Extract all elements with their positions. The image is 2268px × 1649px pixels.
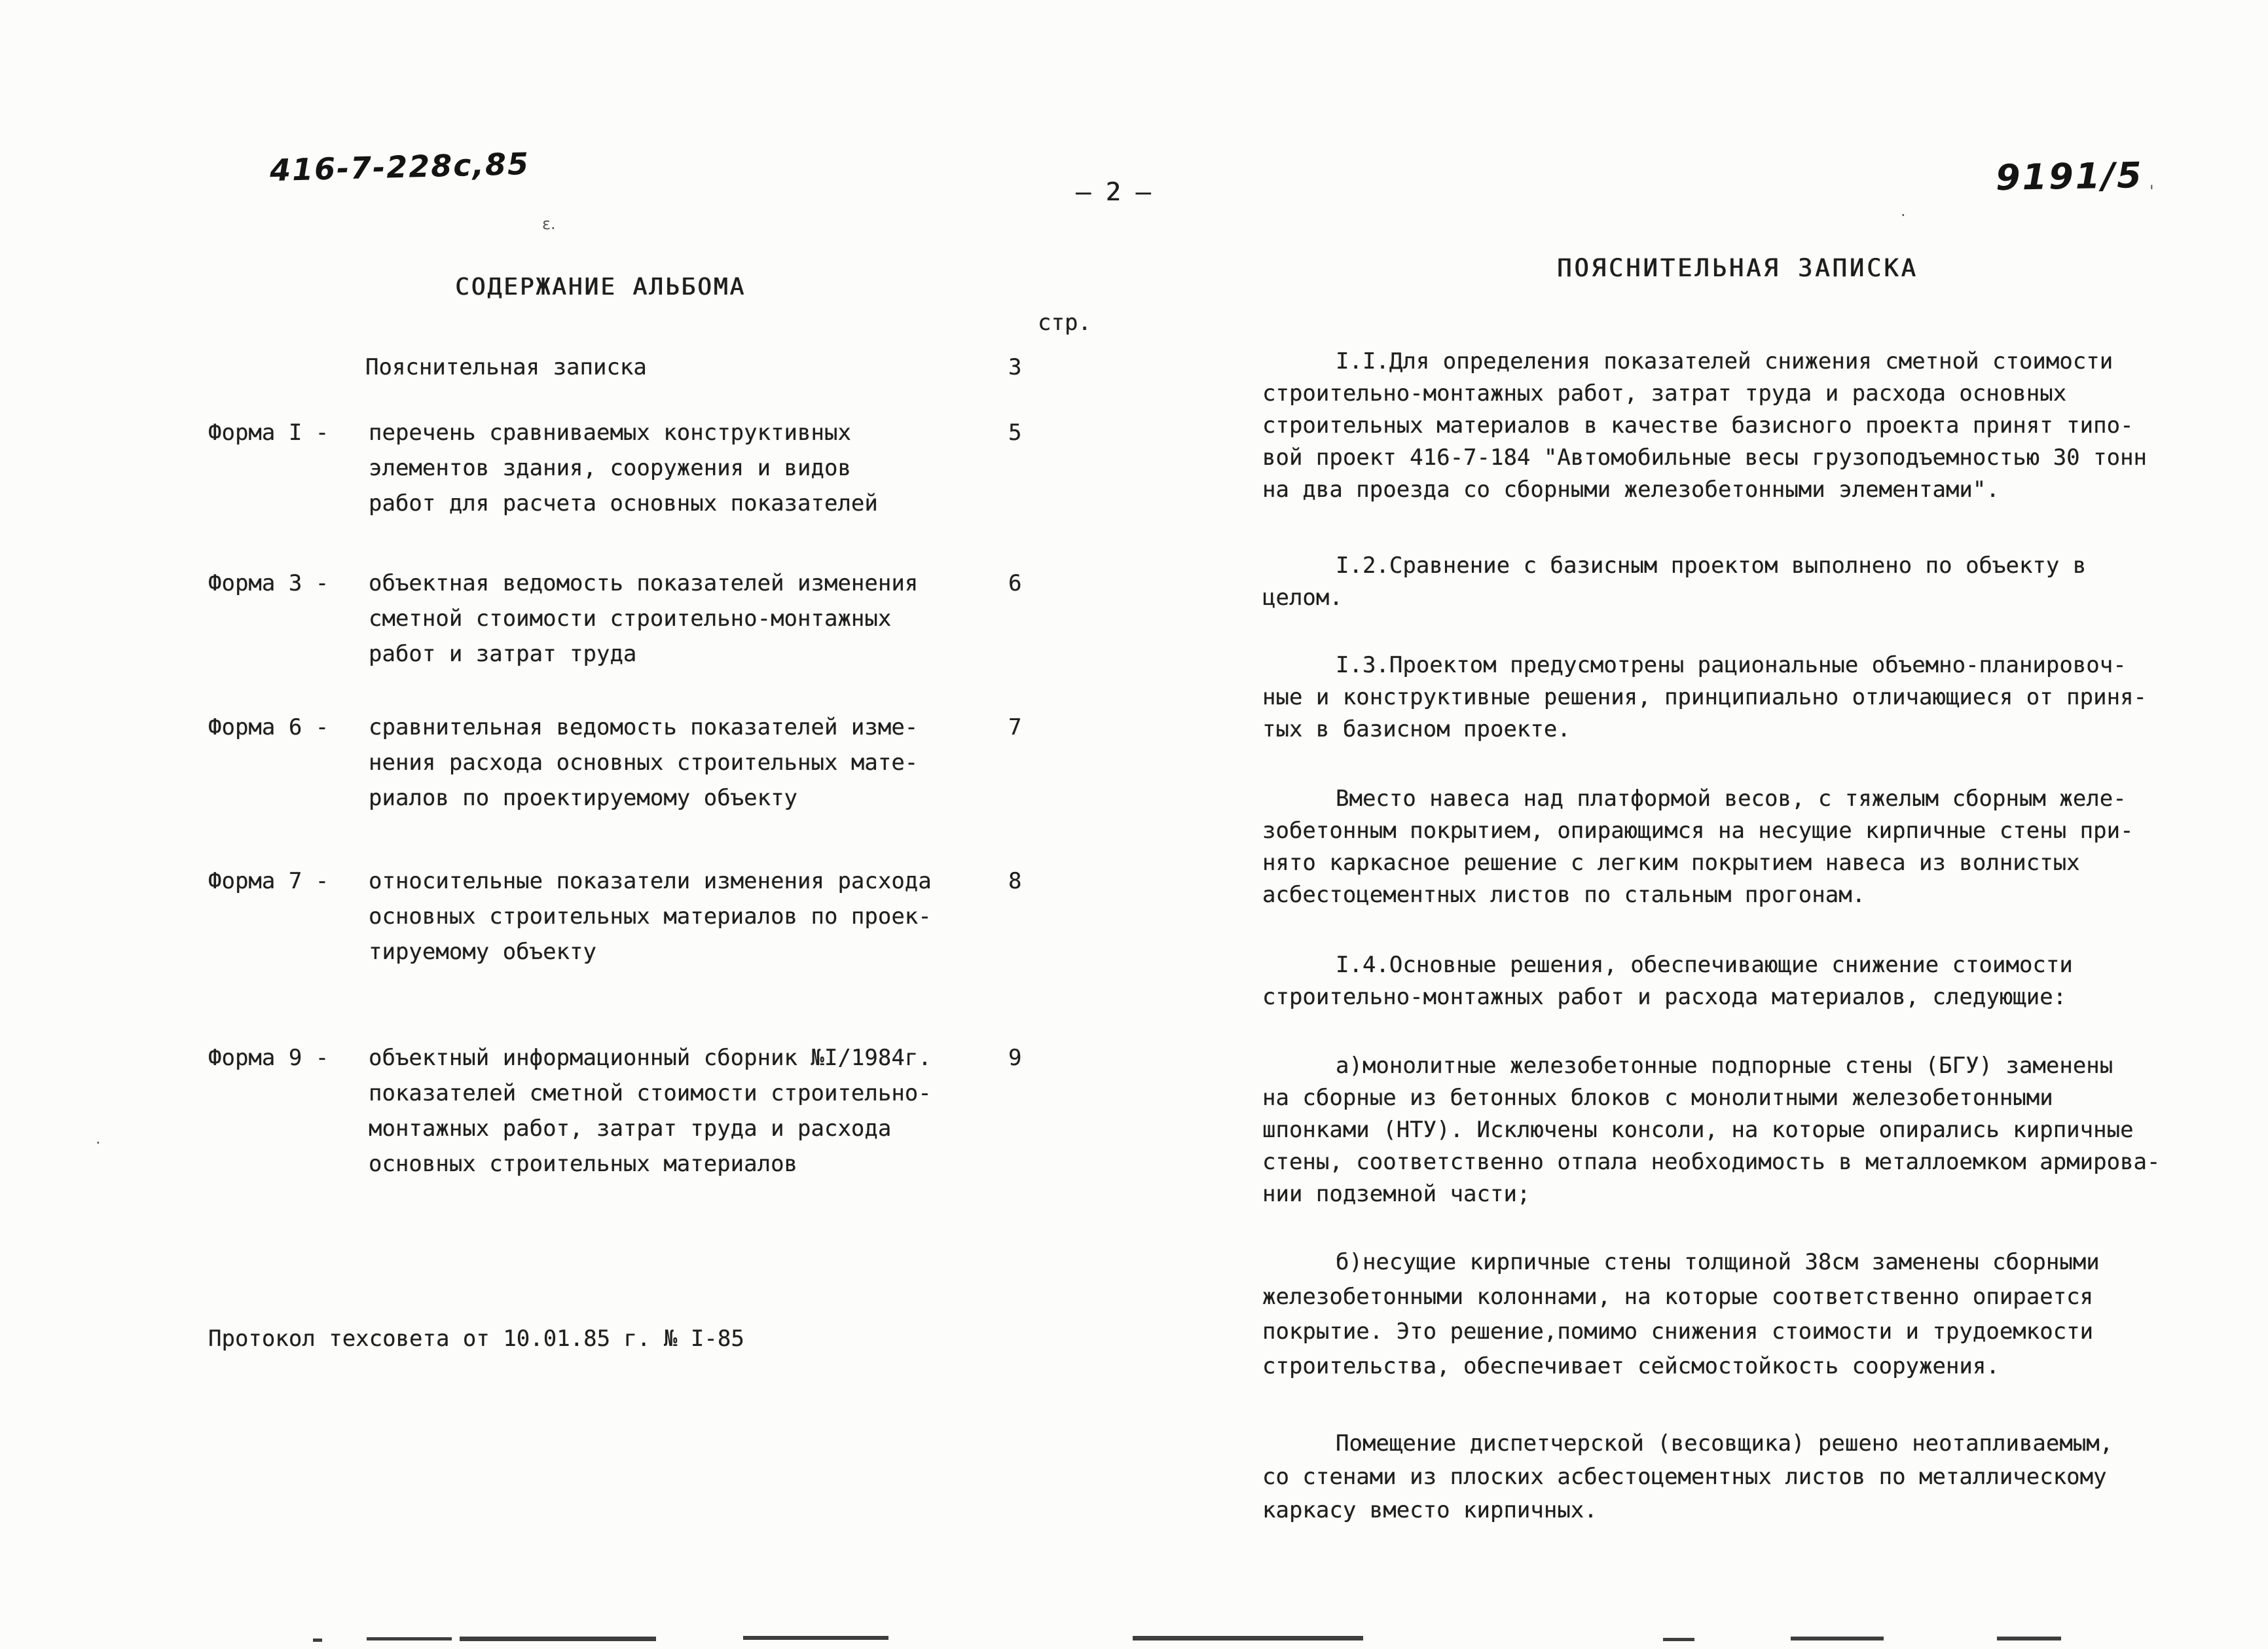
handwritten-archive-number: 9191/5 bbox=[1995, 154, 2144, 198]
paragraph-dispatcher-room: Помещение диспетчерской (весовщика) решено неотапливаемым, со стенами из плоских асбестоцементных листов по металлическому каркасу вместо кирпичных. bbox=[1262, 1430, 2113, 1523]
toc-entry-text: объектная ведомость показателей изменения сметной стоимости строительно-монтажных работ и затрат труда bbox=[369, 570, 919, 667]
page-number: — 2 — bbox=[1076, 177, 1151, 206]
handwritten-project-code: 416-7-228с,85 bbox=[269, 145, 530, 189]
paragraph-1-4: I.4.Основные решения, обеспечивающие снижение стоимости строительно-монтажных работ и расхода материалов, следующие: bbox=[1262, 952, 2073, 1010]
toc-entry-page: 9 bbox=[1008, 1045, 1022, 1071]
scan-artifact-dash bbox=[1791, 1637, 1884, 1640]
toc-entry-label: Форма I - bbox=[208, 420, 329, 446]
paragraph-1-2: I.2.Сравнение с базисным проектом выполнено по объекту в целом. bbox=[1262, 553, 2087, 611]
toc-entry-page: 7 bbox=[1008, 714, 1022, 740]
tech-council-protocol-note: Протокол техсовета от 10.01.85 г. № I-85 bbox=[208, 1326, 744, 1352]
scan-speck: . bbox=[1901, 202, 1906, 220]
scan-artifact-dash bbox=[367, 1637, 452, 1640]
toc-entry-page: 8 bbox=[1008, 868, 1022, 894]
toc-entry-text: сравнительная ведомость показателей изме- нения расхода основных строительных мате- риалов по проектируемому объекту bbox=[369, 714, 919, 811]
explanatory-note-title: ПОЯСНИТЕЛЬНАЯ ЗАПИСКА bbox=[1557, 254, 1918, 282]
scan-artifact-dash bbox=[460, 1637, 656, 1641]
toc-entry-page: 3 bbox=[1008, 354, 1022, 380]
scan-speck: ' bbox=[2149, 182, 2154, 200]
toc-entry-label: Форма 3 - bbox=[208, 570, 329, 596]
toc-entry-label: Форма 9 - bbox=[208, 1045, 329, 1071]
page-column-header: стр. bbox=[1038, 310, 1091, 336]
toc-entry-text: перечень сравниваемых конструктивных элементов здания, сооружения и видов работ для расчета основных показателей bbox=[369, 420, 878, 516]
scan-artifact-dash bbox=[313, 1639, 322, 1642]
toc-entry-text: объектный информационный сборник №I/1984г. показателей сметной стоимости строительно- монтажных работ, затрат труда и расхода основных строительных материалов bbox=[369, 1045, 932, 1177]
paragraph-item-b: б)несущие кирпичные стены толщиной 38см заменены сборными железобетонными колоннами, на которые соответственно опирается покрытие. Это решение,помимо снижения стоимости и трудоемкости строительства, обеспечивает сейсмостойкость сооружения. bbox=[1262, 1249, 2100, 1379]
scan-speck: ε. bbox=[542, 215, 556, 233]
scan-artifact-dash bbox=[1133, 1636, 1363, 1640]
toc-entry-text: относительные показатели изменения расхода основных строительных материалов по проек- тируемому объекту bbox=[369, 868, 932, 965]
paragraph-1-1: I.I.Для определения показателей снижения сметной стоимости строительно-монтажных работ, затрат труда и расхода основных строительных материалов в качестве базисного проекта принят типо- вой проект 416-7-184 "Автомобильные весы грузоподъемностью 30 тонн на два проезда со сборными железобетонными элементами". bbox=[1262, 348, 2148, 503]
toc-entry-label: Форма 7 - bbox=[208, 868, 329, 894]
paragraph-1-3: I.3.Проектом предусмотрены рациональные объемно-планировоч- ные и конструктивные решения, принципиально отличающиеся от приня- тых в базисном проекте. bbox=[1262, 652, 2148, 742]
contents-title: СОДЕРЖАНИЕ АЛЬБОМА bbox=[455, 274, 746, 300]
toc-entry-page: 6 bbox=[1008, 570, 1022, 596]
scan-speck: · bbox=[96, 1134, 101, 1152]
scan-artifact-dash bbox=[1997, 1637, 2061, 1640]
toc-entry-text: Пояснительная записка bbox=[365, 354, 647, 380]
scan-artifact-dash bbox=[1663, 1638, 1694, 1641]
toc-entry-page: 5 bbox=[1008, 420, 1022, 446]
toc-entry-label: Форма 6 - bbox=[208, 714, 329, 740]
paragraph-item-a: а)монолитные железобетонные подпорные стены (БГУ) заменены на сборные из бетонных блоков с монолитными железобетонными шпонками (НТУ). Исключены консоли, на которые опирались кирпичные стены, соответственно отпала необходимость в металлоемком армирова- нии подземной части; bbox=[1262, 1053, 2161, 1207]
paragraph-canopy: Вместо навеса над платформой весов, с тяжелым сборным желе- зобетонным покрытием, опирающимся на несущие кирпичные стены при- нято каркасное решение с легким покрытием навеса из волнистых асбестоцементных листов по стальным прогонам. bbox=[1262, 786, 2134, 908]
scan-artifact-dash bbox=[743, 1636, 888, 1640]
